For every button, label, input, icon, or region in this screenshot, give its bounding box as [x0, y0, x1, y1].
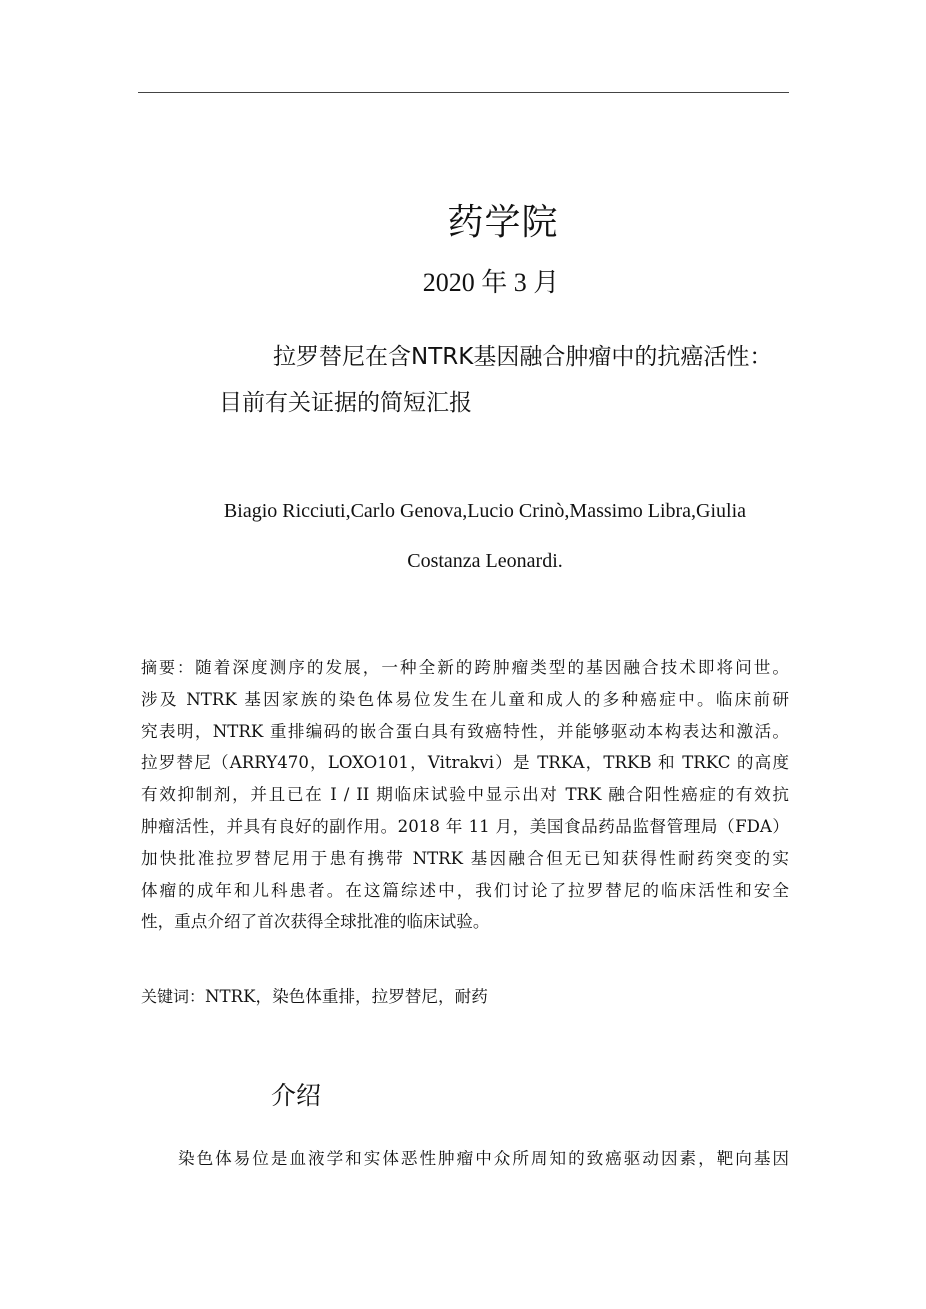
introduction-paragraph: 染色体易位是血液学和实体恶性肿瘤中众所周知的致癌驱动因素，靶向基因	[178, 1149, 789, 1168]
keywords	[141, 981, 789, 1013]
author-list	[0, 486, 926, 586]
paper-title	[219, 334, 809, 426]
header-rule	[138, 92, 789, 93]
abstract-line: 加快批准拉罗替尼用于患有携带 NTRK 基因融合但无已知获得性耐药突变的实	[141, 848, 789, 868]
abstract-line: 涉及 NTRK 基因家族的染色体易位发生在儿童和成人的多种癌症中。临床前研	[141, 689, 789, 709]
abstract-line: 究表明，NTRK 重排编码的嵌合蛋白具有致癌特性，并能够驱动本构表达和激活。	[141, 721, 789, 741]
keywords-text: NTRK，染色体重排，拉罗替尼，耐药	[205, 987, 488, 1006]
abstract-line: 体瘤的成年和儿科患者。在这篇综述中，我们讨论了拉罗替尼的临床活性和安全	[141, 880, 789, 900]
keywords-label: 关键词：	[141, 987, 206, 1006]
author-line-2: Costanza Leonardi.	[407, 550, 563, 572]
title-line-1: 拉罗替尼在含NTRK基因融合肿瘤中的抗癌活性：	[273, 344, 773, 370]
title-line-2: 目前有关证据的简短汇报	[219, 390, 472, 416]
abstract-label: 摘要：	[141, 658, 196, 677]
author-line-1: Biagio Ricciuti,Carlo Genova,Lucio Crinò,Massimo Libra,Giulia	[223, 500, 747, 522]
abstract-line: 性，重点介绍了首次获得全球批准的临床试验。	[141, 912, 490, 932]
abstract-line: 拉罗替尼（ARRY470，LOXO101，Vitrakvi）是 TRKA，TRKB 和 TRKC 的高度	[141, 753, 789, 773]
abstract-line: 有效抑制剂，并且已在 I / II 期临床试验中显示出对 TRK 融合阳性癌症的有效抗	[141, 785, 789, 805]
publication-date: 2020 年 3 月	[422, 268, 560, 297]
abstract-line: 摘要：随着深度测序的发展，一种全新的跨肿瘤类型的基因融合技术即将问世。	[141, 658, 789, 677]
institution-name: 药学院	[447, 202, 559, 243]
section-heading-introduction: 介绍	[271, 1081, 322, 1110]
abstract-line: 肿瘤活性，并具有良好的副作用。2018 年 11 月，美国食品药品监督管理局（FDA）	[141, 816, 789, 836]
abstract	[141, 652, 789, 938]
